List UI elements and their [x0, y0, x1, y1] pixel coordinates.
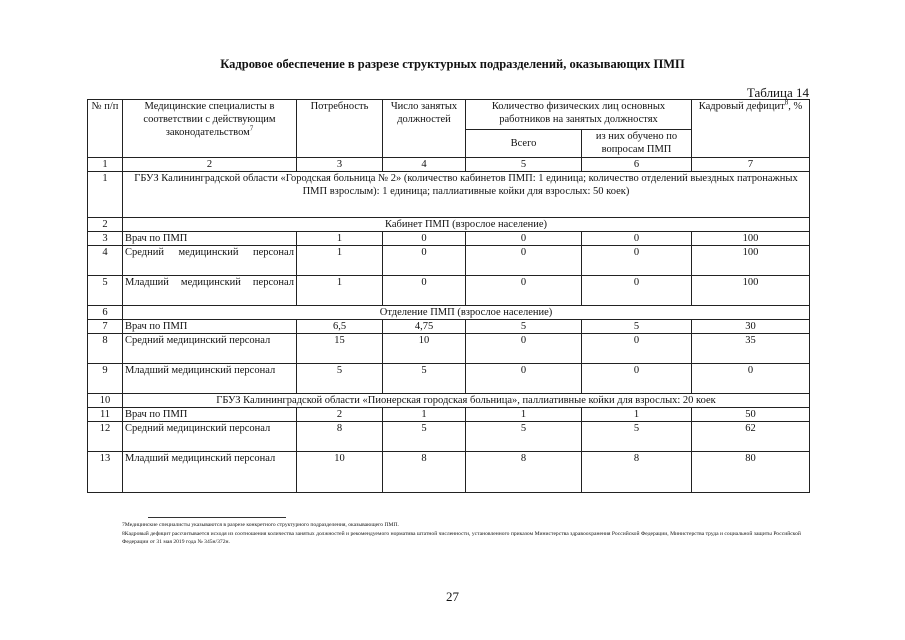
total-value: 5: [466, 320, 582, 334]
header-specialists: Медицинские специалисты в соответствии с действующим законодательством$^7$: [123, 100, 297, 158]
footnote-rule: [148, 517, 286, 518]
occupied-value: 1: [383, 408, 466, 422]
deficit-value: 80: [692, 452, 810, 493]
table-row: [88, 320, 810, 334]
total-value: 0: [466, 364, 582, 394]
section-title: Кабинет ПМП (взрослое население): [123, 218, 810, 232]
occupied-value: 4,75: [383, 320, 466, 334]
header-row: [88, 100, 810, 130]
specialist-name: Врач по ПМП: [123, 408, 297, 422]
occupied-value: 8: [383, 452, 466, 493]
column-numbers-row: [88, 158, 810, 172]
header-num: № п/п: [88, 100, 123, 158]
occupied-value: 0: [383, 276, 466, 306]
section-row: [88, 172, 810, 218]
header-need: Потребность: [297, 100, 383, 158]
total-value: 0: [466, 276, 582, 306]
colnum-7: 7: [692, 158, 810, 172]
total-value: 5: [466, 422, 582, 452]
specialist-name: Средний медицинский персонал: [123, 246, 297, 276]
row-number: 10: [88, 394, 123, 408]
deficit-value: 100: [692, 276, 810, 306]
section-title: ГБУЗ Калининградской области «Пионерская городская больница», паллиативные койки для взрослых: 20 коек: [123, 394, 810, 408]
deficit-value: 50: [692, 408, 810, 422]
row-number: 9: [88, 364, 123, 394]
trained-value: 0: [582, 232, 692, 246]
occupied-value: 10: [383, 334, 466, 364]
occupied-value: 5: [383, 422, 466, 452]
header-trained: из них обучено по вопросам ПМП: [582, 130, 692, 158]
specialist-name: Врач по ПМП: [123, 320, 297, 334]
section-title: Отделение ПМП (взрослое население): [123, 306, 810, 320]
deficit-value: 62: [692, 422, 810, 452]
footnote-8: 8Кадровый дефицит рассчитывается исходя из соотношения количества занятых должностей и рекомендуемого норматива штатной численности, установленного приказом Министерства здравоохранения Российской Федерации, Министерства труда и социальной защиты Российской Федерации от 31 мая 2019 года № 345н/372н.: [122, 530, 801, 545]
table-row: [88, 422, 810, 452]
row-number: 4: [88, 246, 123, 276]
deficit-value: 30: [692, 320, 810, 334]
need-value: 10: [297, 452, 383, 493]
need-value: 6,5: [297, 320, 383, 334]
colnum-3: 3: [297, 158, 383, 172]
footnote-7: 7Медицинские специалисты указываются в разрезе конкретного структурного подразделения, оказывающего ПМП.: [122, 522, 399, 528]
need-value: 1: [297, 246, 383, 276]
specialist-name: Младший медицинский персонал: [123, 364, 297, 394]
trained-value: 0: [582, 276, 692, 306]
total-value: 0: [466, 246, 582, 276]
section-row: [88, 306, 810, 320]
table-row: [88, 364, 810, 394]
header-occupied: Число занятых должностей: [383, 100, 466, 158]
section-row: [88, 218, 810, 232]
specialist-name: Врач по ПМП: [123, 232, 297, 246]
staffing-table: [87, 99, 810, 493]
document-title: Кадровое обеспечение в разрезе структурных подразделений, оказывающих ПМП: [220, 57, 685, 71]
table-row: [88, 334, 810, 364]
specialist-name: Средний медицинский персонал: [123, 334, 297, 364]
row-number: 3: [88, 232, 123, 246]
need-value: 5: [297, 364, 383, 394]
need-value: 1: [297, 276, 383, 306]
need-value: 1: [297, 232, 383, 246]
trained-value: 1: [582, 408, 692, 422]
table-row: [88, 232, 810, 246]
row-number: 8: [88, 334, 123, 364]
row-number: 12: [88, 422, 123, 452]
trained-value: 8: [582, 452, 692, 493]
deficit-value: 0: [692, 364, 810, 394]
total-value: 0: [466, 232, 582, 246]
section-title: ГБУЗ Калининградской области «Городская больница № 2» (количество кабинетов ПМП: 1 единица; количество отделений выездных патронажных ПМП взрослым): 1 единица; паллиативные койки для взрослых: 50 коек): [123, 172, 810, 218]
deficit-value: 100: [692, 232, 810, 246]
specialist-name: Средний медицинский персонал: [123, 422, 297, 452]
trained-value: 5: [582, 422, 692, 452]
occupied-value: 0: [383, 232, 466, 246]
occupied-value: 5: [383, 364, 466, 394]
table-row: [88, 408, 810, 422]
specialist-name: Младший медицинский персонал: [123, 276, 297, 306]
total-value: 1: [466, 408, 582, 422]
colnum-1: 1: [88, 158, 123, 172]
trained-value: 0: [582, 246, 692, 276]
need-value: 8: [297, 422, 383, 452]
header-staff-count: Количество физических лиц основных работников на занятых должностях: [466, 100, 692, 130]
colnum-6: 6: [582, 158, 692, 172]
total-value: 0: [466, 334, 582, 364]
colnum-4: 4: [383, 158, 466, 172]
table-row: [88, 246, 810, 276]
trained-value: 0: [582, 364, 692, 394]
header-deficit: Кадровый дефицит$^8$, %: [692, 100, 810, 158]
colnum-2: 2: [123, 158, 297, 172]
page-number: 27: [446, 589, 459, 604]
trained-value: 0: [582, 334, 692, 364]
total-value: 8: [466, 452, 582, 493]
table-row: [88, 276, 810, 306]
specialist-name: Младший медицинский персонал: [123, 452, 297, 493]
header-total: Всего: [466, 130, 582, 158]
row-number: 1: [88, 172, 123, 218]
need-value: 2: [297, 408, 383, 422]
deficit-value: 35: [692, 334, 810, 364]
section-row: [88, 394, 810, 408]
need-value: 15: [297, 334, 383, 364]
deficit-value: 100: [692, 246, 810, 276]
row-number: 5: [88, 276, 123, 306]
row-number: 7: [88, 320, 123, 334]
row-number: 13: [88, 452, 123, 493]
table-row: [88, 452, 810, 493]
row-number: 11: [88, 408, 123, 422]
row-number: 6: [88, 306, 123, 320]
trained-value: 5: [582, 320, 692, 334]
colnum-5: 5: [466, 158, 582, 172]
table-number: Таблица 14: [746, 85, 809, 100]
footnotes: [122, 521, 810, 547]
row-number: 2: [88, 218, 123, 232]
occupied-value: 0: [383, 246, 466, 276]
